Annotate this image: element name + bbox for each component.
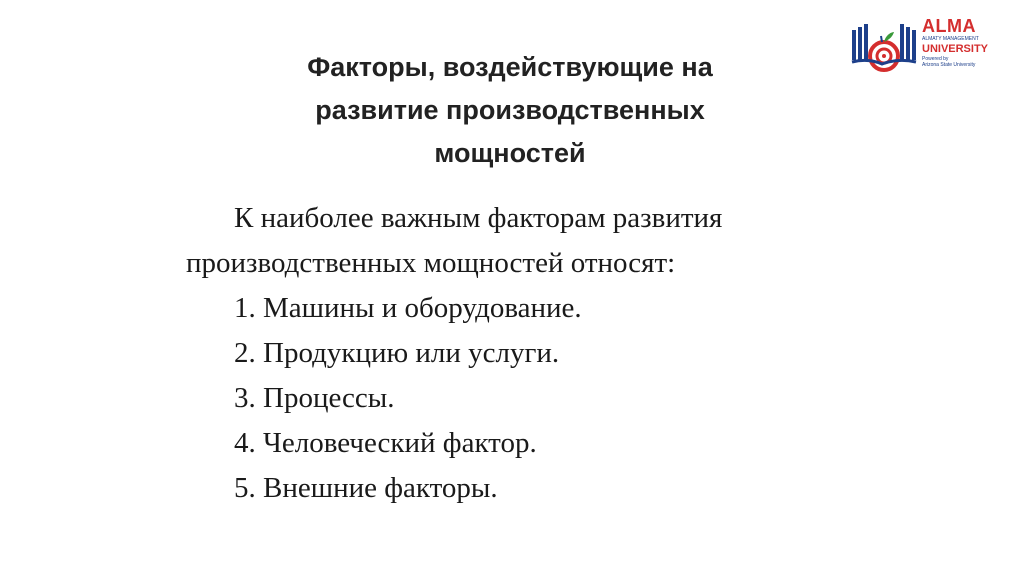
- logo-university: UNIVERSITY: [922, 43, 989, 55]
- alma-university-logo: [848, 14, 998, 80]
- book-apple-icon: [848, 18, 920, 78]
- list-item: 1. Машины и оборудование.: [234, 292, 582, 324]
- intro-line: К наиболее важным факторам развития: [234, 202, 723, 234]
- logo-powered-by: Powered by: [922, 56, 949, 62]
- list-item: 3. Процессы.: [234, 382, 395, 414]
- title-line: развитие производственных: [315, 95, 705, 125]
- list-item: 4. Человеческий фактор.: [234, 427, 537, 459]
- logo-subtitle: ALMATY MANAGEMENT: [922, 36, 979, 42]
- slide-body: [186, 196, 906, 511]
- title-line: Факторы, воздействующие на: [307, 52, 713, 82]
- logo-wordmark: [922, 16, 1002, 68]
- slide-title: [200, 46, 820, 175]
- list-item: 2. Продукцию или услуги.: [234, 337, 560, 369]
- list-item: 5. Внешние факторы.: [234, 472, 498, 504]
- title-line: мощностей: [434, 138, 586, 168]
- logo-partner: Arizona State University: [922, 62, 976, 68]
- intro-line: производственных мощностей относят:: [186, 247, 676, 279]
- logo-name: ALMA: [922, 16, 976, 36]
